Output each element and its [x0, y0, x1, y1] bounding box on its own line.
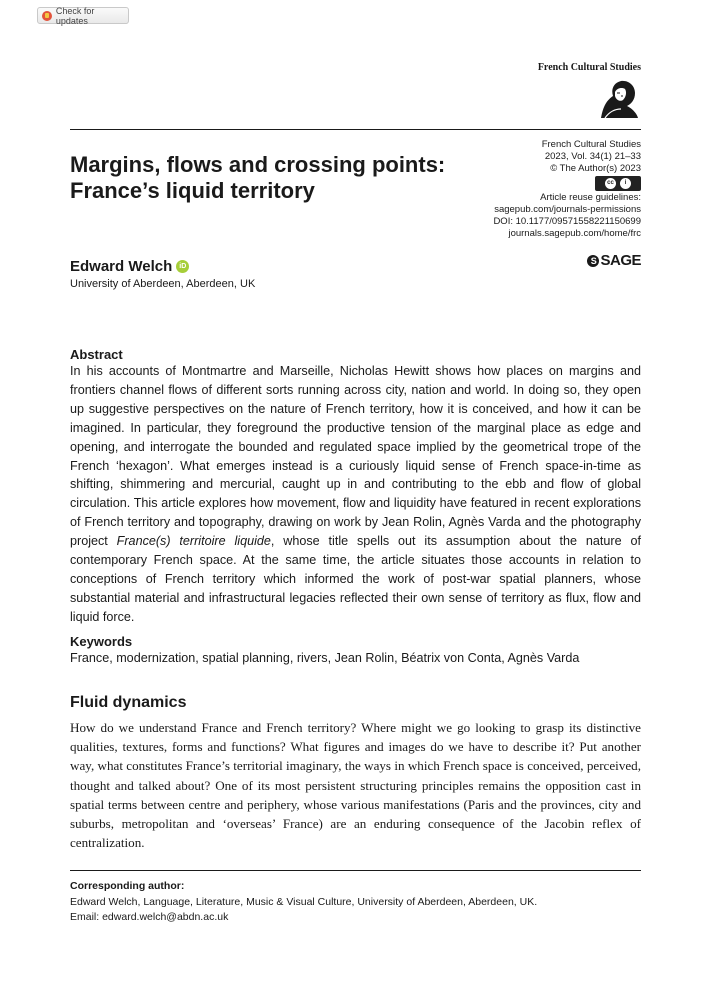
creative-commons-icon: cc i	[595, 176, 641, 191]
crossmark-icon	[42, 11, 52, 21]
corresponding-author-heading: Corresponding author:	[70, 880, 185, 892]
keywords-heading: Keywords	[70, 634, 133, 649]
footnote-rule	[70, 870, 641, 871]
permissions-link[interactable]: sagepub.com/journals-permissions	[494, 204, 641, 216]
sage-logo	[587, 252, 641, 269]
title-line-2: France’s liquid territory	[70, 178, 315, 203]
project-title: France(s) territoire liquide	[116, 534, 271, 549]
sage-logo-text: SAGE	[600, 252, 641, 269]
article-title	[70, 152, 470, 204]
corresponding-author-email[interactable]: Email: edward.welch@abdn.ac.uk	[70, 911, 229, 923]
doi-link[interactable]: DOI: 10.1177/09571558221150699	[493, 215, 641, 227]
orcid-icon[interactable]: iD	[176, 260, 189, 273]
citation-copyright: © The Author(s) 2023	[550, 162, 641, 174]
journal-home-link[interactable]: journals.sagepub.com/home/frc	[508, 227, 641, 239]
corresponding-author-details: Edward Welch, Language, Literature, Music & Visual Culture, University of Aberdeen, Aberdeen, UK.	[70, 896, 538, 908]
author-name-text: Edward Welch	[70, 258, 173, 275]
journal-name-header: French Cultural Studies	[537, 62, 641, 73]
abstract-text: In his accounts of Montmartre and Marseille, Nicholas Hewitt shows how places on margins and frontiers channel flows of different sorts running across city, nation and world. In doing so, they open up suggestive perspectives on the nature of French territory, how it is conceived, and how it can be imagined. In particular, they foreground the productive tension of the marginal place as edge and opening, and interrogate the bounded and regulated space implied by the geometrical trope of the French ‘hexagon’. What emerges instead is a curiously liquid sense of French space-in-time as shifting, shimmering and mercurial, caught up in and contributing to the ebb and flow of global circulation. This article explores how movement, flow and liquidity have featured in recent explorations of French territory and topography, drawing on work by Jean Rolin, Agnès Varda and the photography project France(s) territoire liquide, whose title spells out its assumption about the nature of contemporary French space. At the same time, the article situates those accounts in relation to conceptions of French territory which informed the work of post-war spatial planners, whose substantial material and infrastructural legacies reflected their own sense of territory as flux, flow and liquid force.	[70, 364, 641, 624]
body-paragraph: How do we understand France and French territory? Where might we go looking to grasp its distinctive qualities, textures, forms and functions? What figures and images do we have to describe it? Put another way, what constitutes France’s territorial imaginary, the ways in which French space is conceived, perceived, thought and talked about? One of its most persistent structuring principles remains the opposition cast in spatial terms between centre and periphery, whose various manifestations (Paris and the provinces, city and suburbs, metropolitan and ‘overseas’ France) are an enduring consequence of the Jacobin reflex of centralization.	[70, 720, 641, 851]
citation-journal: French Cultural Studies	[541, 139, 641, 150]
author-name	[70, 258, 189, 275]
title-line-1: Margins, flows and crossing points:	[70, 152, 446, 177]
keywords-list: France, modernization, spatial planning, rivers, Jean Rolin, Béatrix von Conta, Agnès Varda	[70, 651, 580, 665]
reuse-label: Article reuse guidelines:	[540, 192, 641, 204]
abstract-heading: Abstract	[70, 347, 123, 362]
journal-logo-portrait-icon	[595, 78, 641, 120]
check-for-updates-button[interactable]	[37, 7, 129, 24]
sage-mark-icon: S	[587, 255, 599, 267]
author-affiliation: University of Aberdeen, Aberdeen, UK	[70, 278, 256, 290]
citation-volume: 2023, Vol. 34(1) 21–33	[544, 150, 641, 162]
check-for-updates-label: Check for updates	[55, 5, 95, 26]
citation-block	[493, 139, 641, 240]
section-heading: Fluid dynamics	[70, 694, 187, 711]
header-rule	[70, 129, 641, 130]
